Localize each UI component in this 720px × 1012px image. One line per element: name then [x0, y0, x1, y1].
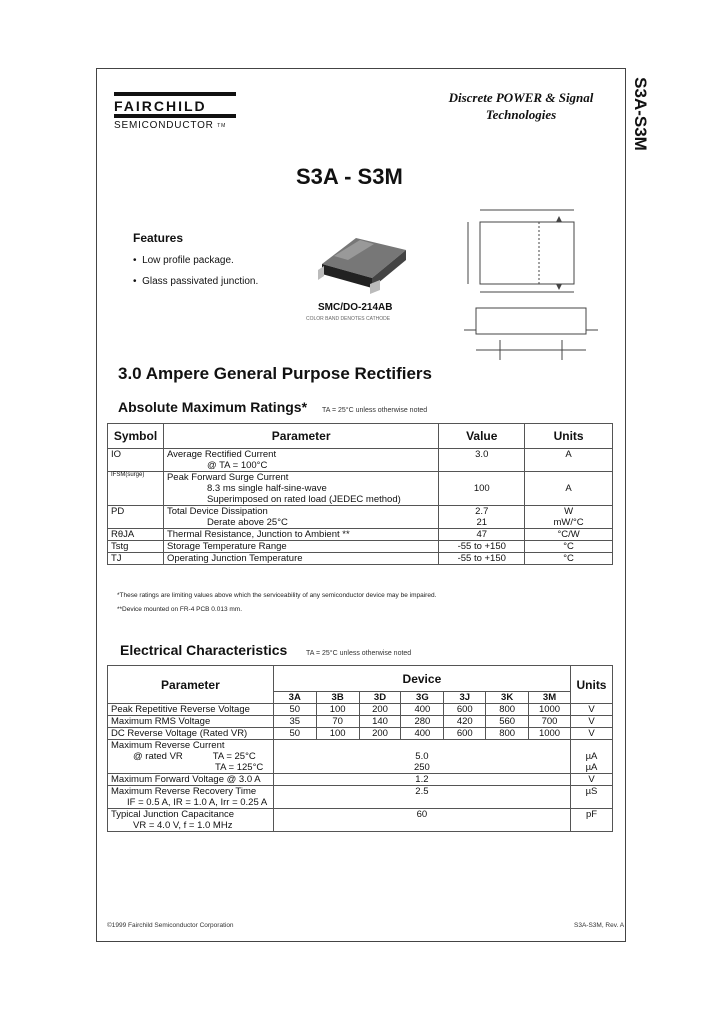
feature-item: • Low profile package.: [133, 255, 234, 266]
features-heading: Features: [133, 231, 184, 245]
package-image: [316, 226, 412, 298]
table-header: Symbol Parameter Value Units: [108, 424, 613, 449]
features-list: [133, 255, 258, 297]
package-label: SMC/DO-214AB: [318, 302, 393, 313]
table-row: Tstg Storage Temperature Range -55 to +150 °C: [108, 541, 613, 553]
elec-title: Electrical Characteristics: [120, 642, 288, 658]
fairchild-logo: FAIRCHILD SEMICONDUCTOR ™: [114, 92, 236, 132]
table-row: Typical Junction Capacitance VR = 4.0 V, f = 1.0 MHz 60 pF: [108, 809, 613, 832]
table-row: Peak Repetitive Reverse Voltage 50 100 200 400 600 800 1000 V: [108, 704, 613, 716]
package-note: COLOR BAND DENOTES CATHODE: [306, 316, 391, 322]
section-title: 3.0 Ampere General Purpose Rectifiers: [118, 364, 433, 383]
table-row: IFSM(surge) Peak Forward Surge Current 8.3 ms single half-sine-wave Superimposed on rated load (JEDEC method) 100 A: [108, 472, 613, 506]
table-row: PD Total Device Dissipation Derate above 25°C 2.7 21 W mW/°C: [108, 506, 613, 529]
tagline: Discrete POWER & Signal Technologies: [448, 90, 594, 122]
part-title: S3A - S3M: [296, 164, 403, 189]
table-row: Maximum Forward Voltage @ 3.0 A 1.2 V: [108, 774, 613, 786]
package-dimension-drawing: [440, 200, 610, 370]
device-header-row: 3A 3B 3D 3G 3J 3K 3M: [108, 692, 613, 704]
feature-item: • Glass passivated junction.: [133, 276, 259, 287]
table-row: RθJA Thermal Resistance, Junction to Ambient ** 47 °C/W: [108, 529, 613, 541]
table-row: Maximum RMS Voltage 35 70 140 280 420 560 700 V: [108, 716, 613, 728]
table-row: Maximum Reverse Recovery Time IF = 0.5 A, IR = 1.0 A, Irr = 0.25 A 2.5 µS: [108, 786, 613, 809]
elec-table: [107, 665, 613, 832]
abs-max-title: Absolute Maximum Ratings*: [118, 399, 308, 415]
table-row: Maximum Reverse Current @ rated VR TA = 25°C TA = 125°C 5.0 250 µA µA: [108, 740, 613, 774]
table-row: IO Average Rectified Current @ TA = 100°C 3.0 A: [108, 449, 613, 472]
abs-max-table: [107, 423, 613, 565]
footer-copyright: ©1999 Fairchild Semiconductor Corporation: [107, 922, 234, 929]
footer-revision: S3A-S3M, Rev. A: [574, 922, 625, 929]
side-title: S3A-S3M: [631, 77, 650, 151]
abs-max-notes: *These ratings are limiting values above which the serviceability of any semiconductor device may be impaired. **Device mounted on FR-4 PCB 0.013 mm.: [117, 592, 437, 613]
elec-condition: TA = 25°C unless otherwise noted: [306, 650, 412, 657]
table-row: DC Reverse Voltage (Rated VR) 50 100 200 400 600 800 1000 V: [108, 728, 613, 740]
table-row: TJ Operating Junction Temperature -55 to +150 °C: [108, 553, 613, 565]
table-header: Parameter Device Units: [108, 666, 613, 692]
abs-max-condition: TA = 25°C unless otherwise noted: [322, 407, 428, 414]
